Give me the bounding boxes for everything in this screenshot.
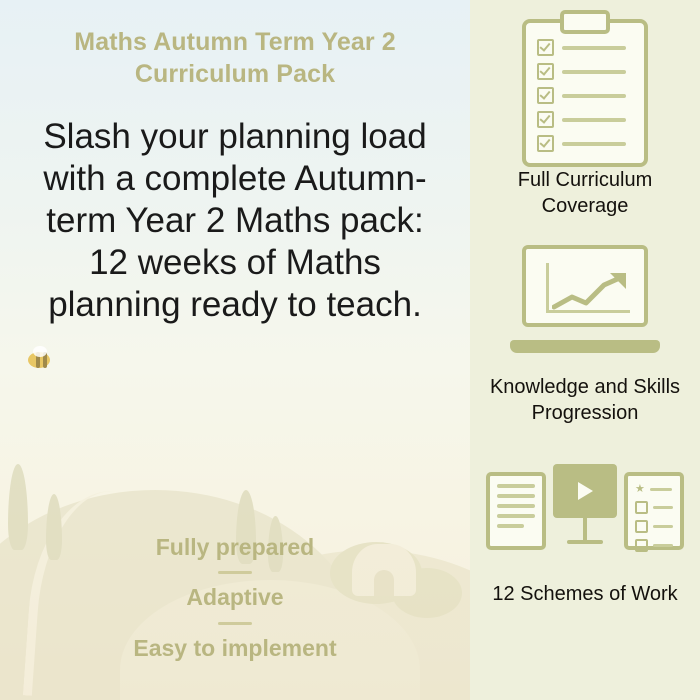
right-panel: [470, 0, 700, 700]
checkbox-icon: [537, 63, 554, 80]
feature-knowledge-skills-progression: [470, 225, 700, 426]
divider: [218, 571, 252, 574]
checkbox-icon: [537, 111, 554, 128]
checklist-row: [537, 87, 626, 104]
clipboard-clip: [560, 10, 610, 34]
bee-wing: [33, 346, 47, 357]
text-line: [497, 524, 524, 528]
activity-row: [635, 539, 673, 552]
headline-text: Slash your planning load with a complete Autumn-term Year 2 Maths pack: 12 weeks of Maths planning ready to teach.: [43, 117, 427, 324]
play-icon: [578, 482, 593, 500]
checklist-row: [537, 39, 626, 56]
checklist-row: [537, 111, 626, 128]
resource-icons-group: [486, 464, 684, 550]
text-line: [497, 484, 535, 488]
laptop-base: [510, 340, 660, 353]
benefit-item: Adaptive: [186, 584, 284, 611]
laptop-shape: [510, 245, 660, 355]
text-line: [497, 504, 535, 508]
text-line: [653, 506, 673, 509]
trend-line-icon: [552, 271, 636, 315]
clipboard-shape: [522, 19, 648, 167]
feature-full-curriculum-coverage: [470, 18, 700, 219]
text-line: [650, 488, 672, 491]
checkbox-icon: [635, 501, 648, 514]
checklist-row: [537, 63, 626, 80]
checkbox-icon: [635, 520, 648, 533]
divider: [218, 622, 252, 625]
text-line: [653, 544, 673, 547]
pack-title: Maths Autumn Term Year 2 Curriculum Pack: [74, 28, 396, 88]
text-line: [562, 70, 626, 74]
benefit-item: Fully prepared: [155, 534, 315, 561]
left-content: [0, 0, 470, 326]
text-line: [562, 118, 626, 122]
checklist-clipboard-icon: [470, 18, 700, 168]
benefits-list: [0, 530, 470, 666]
laptop-chart-icon: [470, 225, 700, 375]
feature-schemes-of-work: [470, 432, 700, 608]
text-line: [562, 94, 626, 98]
checkbox-icon: [537, 135, 554, 152]
text-line: [653, 525, 673, 528]
text-line: [562, 46, 626, 50]
projector-video-icon: [553, 464, 617, 550]
checkbox-icon: [537, 39, 554, 56]
activity-row: [635, 501, 673, 514]
schemes-of-work-icon: [470, 432, 700, 582]
feature-label: Knowledge and Skills Progression: [489, 376, 681, 424]
checklist-row: [537, 135, 626, 152]
activity-row: [635, 520, 673, 533]
laptop-screen: [522, 245, 648, 327]
checkbox-icon: [537, 87, 554, 104]
feature-label: Full Curriculum Coverage: [517, 169, 653, 217]
text-line: [497, 494, 535, 498]
activity-row: [635, 484, 673, 495]
chart-y-axis: [546, 263, 549, 313]
text-line: [497, 514, 535, 518]
checkbox-icon: [635, 539, 648, 552]
projector-foot: [567, 540, 603, 544]
feature-label: 12 Schemes of Work: [492, 583, 678, 606]
bee-icon: [22, 346, 56, 372]
text-line: [562, 142, 626, 146]
activity-sheet-icon: [624, 472, 684, 550]
document-icon: [486, 472, 546, 550]
star-icon: ★: [635, 483, 645, 496]
benefit-item: Easy to implement: [133, 634, 337, 661]
projector-stand: [583, 518, 587, 542]
